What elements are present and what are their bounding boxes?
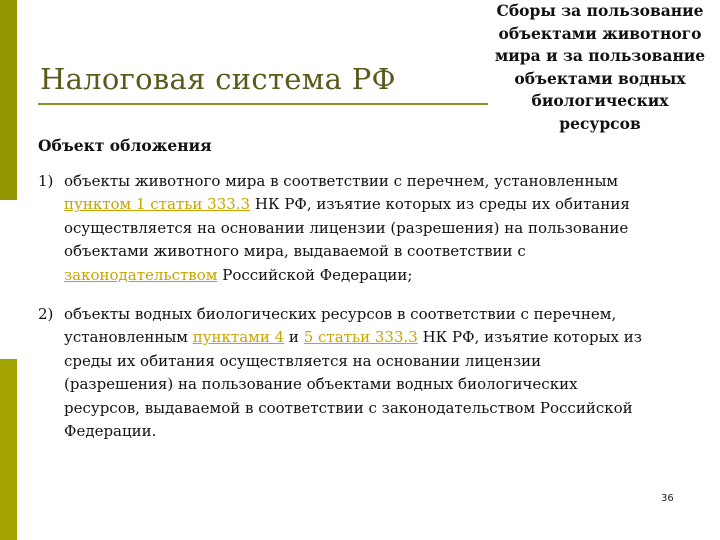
side-bar-top (0, 0, 17, 200)
item-text: объекты животного мира в соответствии с перечнем, установленным (64, 172, 619, 190)
item-text: Федерации. (64, 422, 157, 441)
list-item-2 (38, 303, 708, 443)
side-bar-bottom (0, 359, 17, 540)
item-text: объекты водных биологических ресурсов в соответствии с перечнем, (64, 305, 617, 323)
header-line: Сборы за пользование (496, 1, 704, 20)
header-line: мира и за пользование (494, 46, 706, 65)
side-bar-gap (0, 200, 17, 359)
item-text: и (284, 328, 304, 347)
item-text: НК РФ, изъятие которых из среды их обитания (250, 195, 630, 214)
list-item-1 (38, 170, 708, 287)
item-line (38, 264, 708, 287)
item-line (38, 193, 708, 216)
header-line: биологических (531, 91, 669, 110)
item-text: установленным (64, 328, 193, 347)
item-text: НК РФ, изъятие которых из (417, 328, 642, 347)
item-text: ресурсов, выдаваемой в соответствии с законодательством Российской (64, 398, 633, 417)
item-text: Российской Федерации; (217, 265, 413, 284)
page-number: 36 (661, 493, 674, 504)
subtitle: Объект обложения (38, 136, 212, 155)
header-line: объектами животного (498, 23, 702, 43)
law-link[interactable]: законодательством (64, 265, 218, 284)
item-number: 1) (38, 172, 54, 190)
item-text: объектами животного мира, выдаваемой в соответствии с (64, 242, 526, 261)
law-link[interactable]: пунктом 1 статьи 333.3 (64, 195, 251, 214)
item-text: осуществляется на основании лицензии (разрешения) на пользование (64, 218, 629, 237)
item-line (38, 170, 708, 193)
slide-title: Налоговая система РФ (40, 62, 396, 96)
item-line (38, 303, 708, 326)
law-link[interactable]: 5 статьи 333.3 (303, 328, 418, 347)
item-text: среды их обитания осуществляется на основании лицензии (64, 351, 542, 370)
law-link[interactable]: пунктами 4 (192, 328, 285, 347)
header-box (488, 0, 712, 162)
header-line: ресурсов (559, 113, 641, 133)
header-line: объектами водных (514, 68, 686, 88)
item-line (38, 326, 708, 349)
item-number: 2) (38, 305, 54, 323)
item-text: (разрешения) на пользование объектами водных биологических (64, 375, 578, 394)
